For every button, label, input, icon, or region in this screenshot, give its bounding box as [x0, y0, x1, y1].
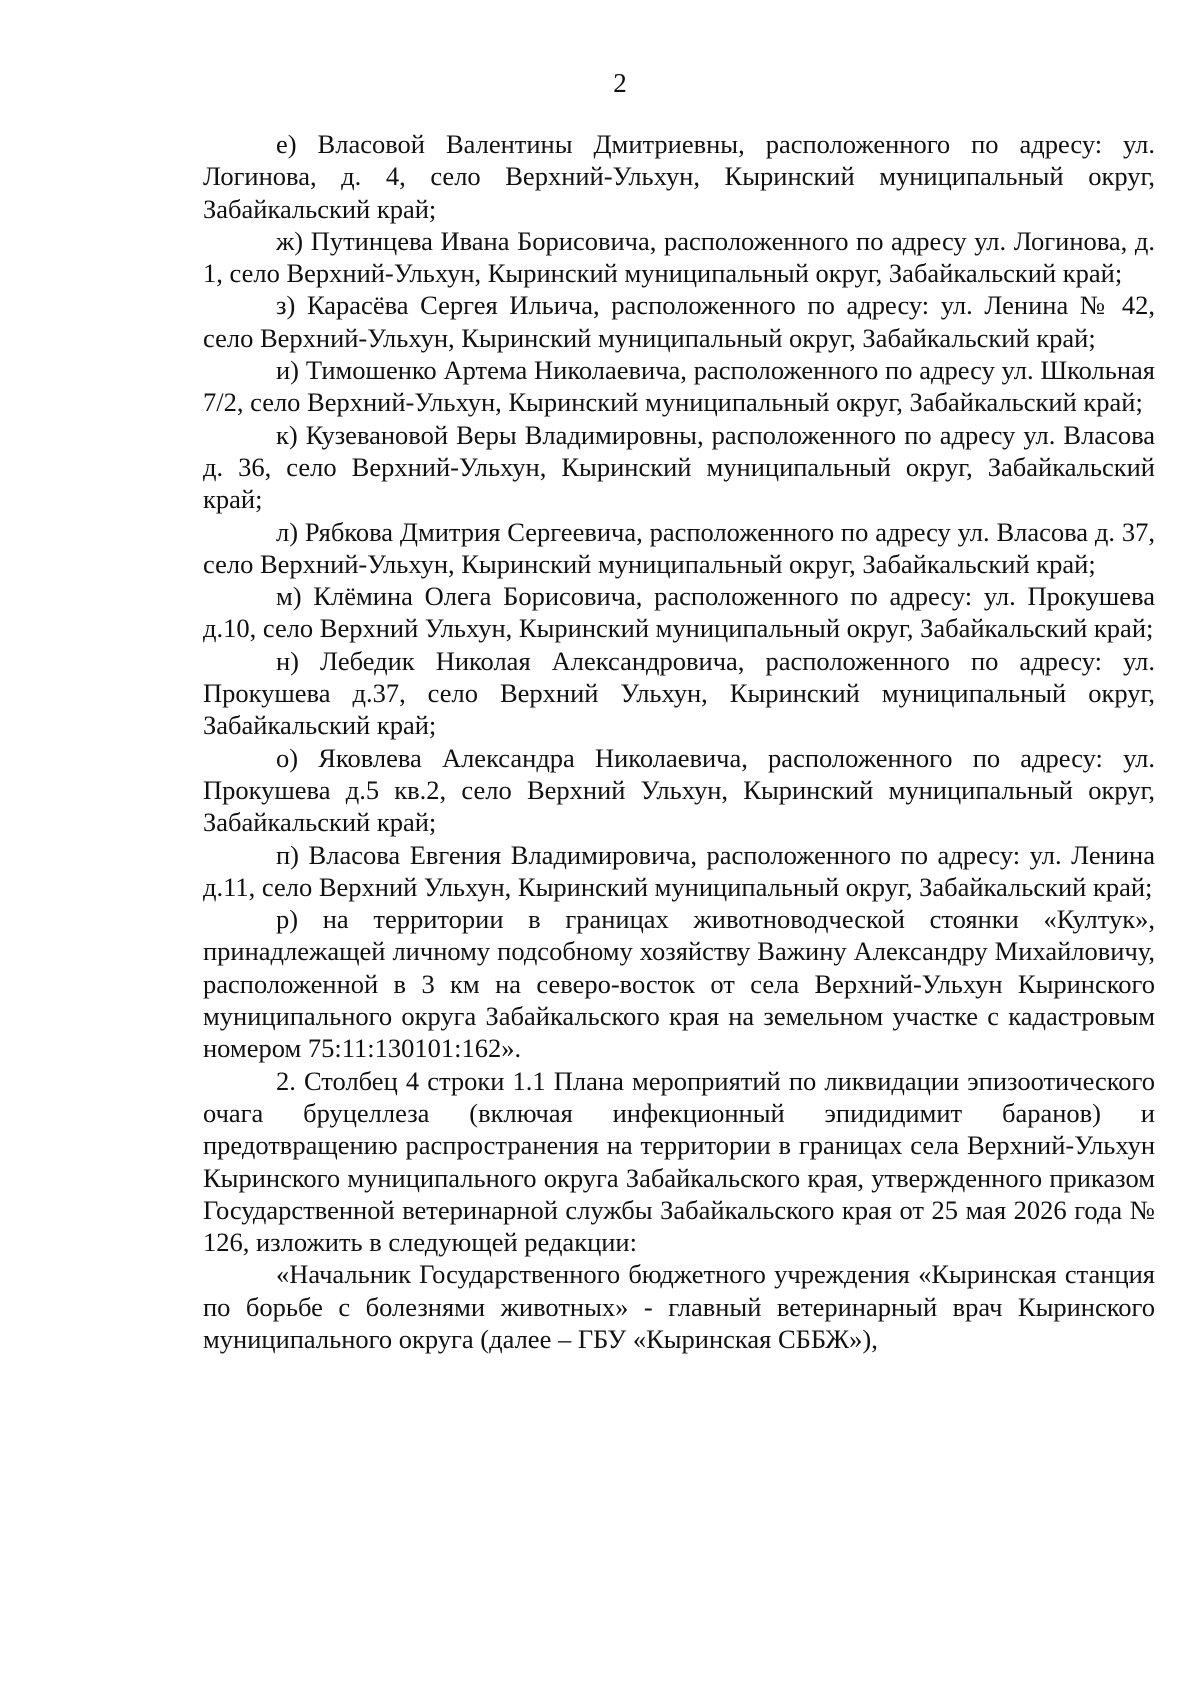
paragraph-item-o: о) Яковлева Александра Николаевича, расположенного по адресу: ул. Прокушева д.5 кв.2, село Верхний Ульхун, Кыринский муниципальный округ, Забайкальский край;	[203, 742, 1155, 838]
paragraph-quoted-text: «Начальник Государственного бюджетного учреждения «Кыринская станция по борьбе с болезнями животных» - главный ветеринарный врач Кыринского муниципального округа (далее – ГБУ «Кыринская СББЖ»),	[203, 1259, 1155, 1354]
paragraph-item-k: к) Кузевановой Веры Владимировны, расположенного по адресу ул. Власова д. 36, село Верхний-Ульхун, Кыринский муниципальный округ, Забайкальский край;	[203, 419, 1155, 515]
paragraph-item-i: и) Тимошенко Артема Николаевича, расположенного по адресу ул. Школьная 7/2, село Верхний-Ульхун, Кыринский муниципальный округ, Забайкальский край;	[203, 355, 1155, 418]
paragraph-item-e: е) Власовой Валентины Дмитриевны, расположенного по адресу: ул. Логинова, д. 4, село Верхний-Ульхун, Кыринский муниципальный округ, Забайкальский край;	[203, 129, 1155, 224]
paragraph-clause-2: 2. Столбец 4 строки 1.1 Плана мероприятий по ликвидации эпизоотического очага бруцеллеза (включая инфекционный эпидидимит баранов) и предотвращению распространения на территории в границах села Верхний-Ульхун Кыринского муниципального округа Забайкальского края, утвержденного приказом Государственной ветеринарной службы Забайкальского края от 25 мая 2026 года № 126, изложить в следующей редакции:	[203, 1065, 1155, 1258]
document-body	[203, 128, 1155, 1355]
paragraph-item-n: н) Лебедик Николая Александровича, расположенного по адресу: ул. Прокушева д.37, село Верхний Ульхун, Кыринский муниципальный округ, Забайкальский край;	[203, 645, 1155, 741]
paragraph-item-zh: ж) Путинцева Ивана Борисовича, расположенного по адресу ул. Логинова, д. 1, село Верхний-Ульхун, Кыринский муниципальный округ, Забайкальский край;	[203, 225, 1155, 289]
paragraph-item-l: л) Рябкова Дмитрия Сергеевича, расположенного по адресу ул. Власова д. 37, село Верхний-Ульхун, Кыринский муниципальный округ, Забайкальский край;	[203, 516, 1155, 579]
paragraph-item-z: з) Карасёва Сергея Ильича, расположенного по адресу: ул. Ленина № 42, село Верхний-Ульхун, Кыринский муниципальный округ, Забайкальский край;	[203, 290, 1155, 353]
page-number: 2	[613, 68, 627, 98]
paragraph-item-r: р) на территории в границах животноводческой стоянки «Култук», принадлежащей личному подсобному хозяйству Важину Александру Михайловичу, расположенной в 3 км на северо-восток от села Верхний-Ульхун Кыринского муниципального округа Забайкальского края на земельном участке с кадастровым номером 75:11:130101:162».	[203, 904, 1155, 1064]
paragraph-item-p: п) Власова Евгения Владимировича, расположенного по адресу: ул. Ленина д.11, село Верхний Ульхун, Кыринский муниципальный округ, Забайкальский край;	[203, 839, 1155, 902]
paragraph-item-m: м) Клёмина Олега Борисовича, расположенного по адресу: ул. Прокушева д.10, село Верхний Ульхун, Кыринский муниципальный округ, Забайкальский край;	[203, 581, 1155, 644]
